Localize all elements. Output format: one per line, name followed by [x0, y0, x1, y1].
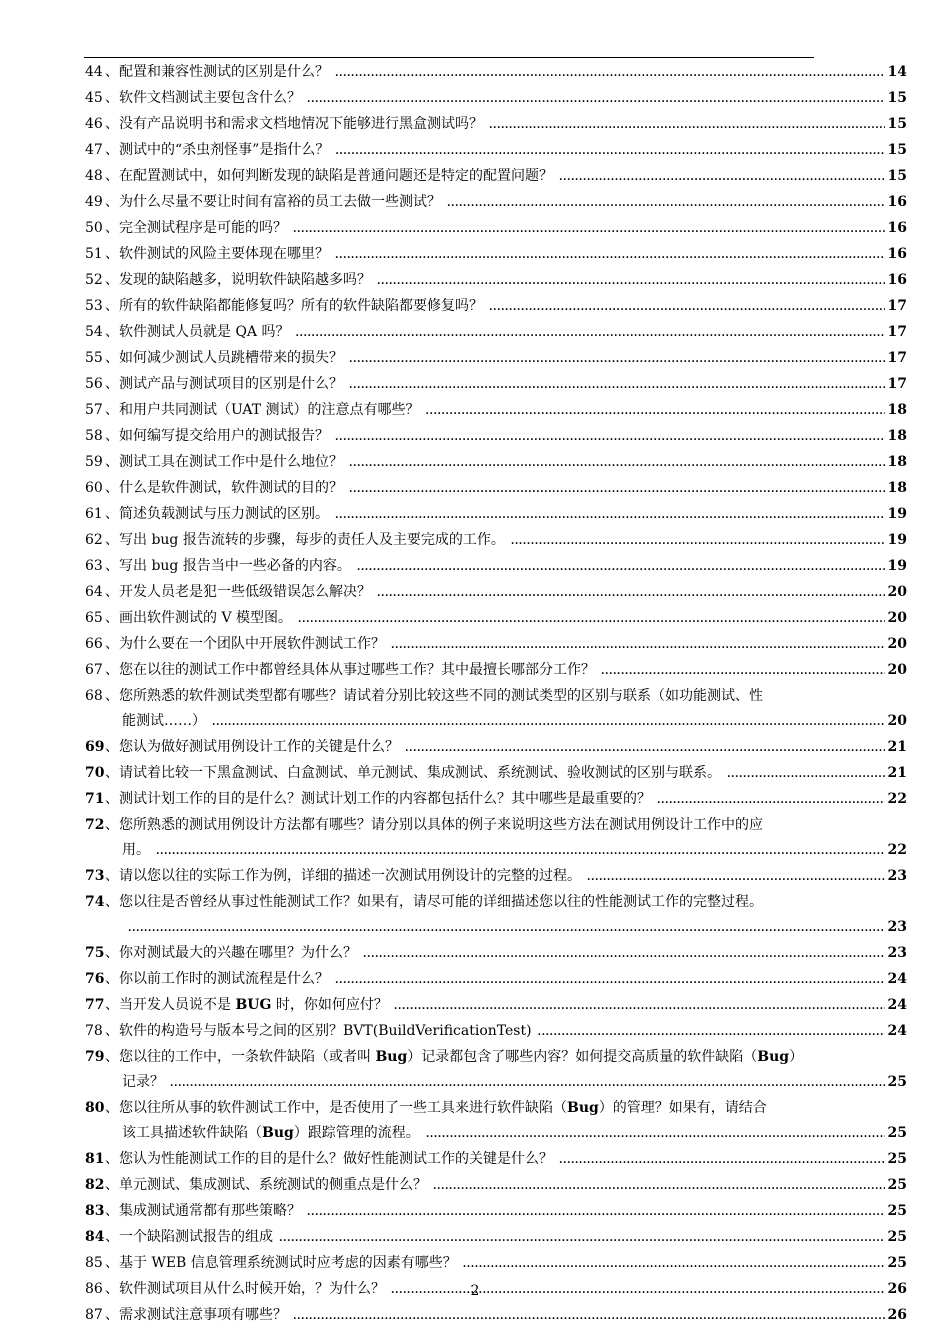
toc-entry[interactable] — [85, 967, 907, 993]
toc-entry-number: 48 — [85, 168, 103, 184]
toc-entry[interactable] — [85, 632, 907, 658]
toc-entry-title: 、发现的缺陷越多，说明软件缺陷越多吗？ — [105, 272, 371, 288]
toc-entry-page: 23 — [887, 945, 907, 961]
toc-entry-number: 49 — [85, 194, 103, 210]
dot-leader — [447, 191, 885, 216]
toc-entry-number: 46 — [85, 116, 103, 132]
toc-entry-title: 、您认为做好测试用例设计工作的关键是什么？ — [105, 739, 399, 755]
toc-entry-title: 、如何减少测试人员跳槽带来的损失？ — [105, 350, 343, 366]
toc-entry-title: 、什么是软件测试，软件测试的目的？ — [105, 480, 343, 496]
dot-leader — [426, 1122, 885, 1147]
toc-entry-page: 15 — [887, 90, 907, 106]
toc-entry-title: 、基于 WEB 信息管理系统测试时应考虑的因素有哪些？ — [105, 1255, 457, 1271]
dot-leader — [307, 1200, 885, 1225]
toc-entry-page: 25 — [887, 1255, 907, 1271]
toc-entry-page: 17 — [887, 350, 907, 366]
toc-entry-number: 53 — [85, 298, 103, 314]
toc-entry-page: 26 — [887, 1281, 907, 1297]
toc-entry-number: 59 — [85, 454, 103, 470]
toc-entry-title: 、一个缺陷测试报告的组成 — [105, 1229, 273, 1245]
dot-leader — [463, 1252, 885, 1277]
toc-entry-title: 、简述负载测试与压力测试的区别。 — [105, 506, 329, 522]
toc-entry-number: 82 — [85, 1177, 105, 1193]
toc-entry-title: 、如何编写提交给用户的测试报告？ — [105, 428, 329, 444]
toc-entry-title: 、没有产品说明书和需求文档地情况下能够进行黑盒测试吗？ — [105, 116, 483, 132]
toc-entry[interactable] — [85, 684, 907, 735]
dot-leader — [391, 633, 885, 658]
toc-entry-page: 20 — [887, 636, 907, 652]
toc-entry[interactable] — [85, 890, 907, 941]
dot-leader — [293, 217, 885, 242]
toc-entry-page: 25 — [887, 1229, 907, 1245]
toc-entry-page: 25 — [887, 1177, 907, 1193]
toc-entry-title: 、您认为性能测试工作的目的是什么？做好性能测试工作的关键是什么？ — [105, 1151, 553, 1167]
toc-entry[interactable] — [85, 476, 907, 502]
toc-entry-title: 、您以往的工作中，一条软件缺陷（或者叫 Bug）记录都包含了哪些内容？如何提交高质量的软件缺陷（Bug） — [105, 1049, 804, 1065]
dot-leader — [279, 1226, 885, 1251]
toc-entry-title: 、你对测试最大的兴趣在哪里？为什么？ — [105, 945, 357, 961]
toc-entry-page: 25 — [887, 1074, 907, 1090]
toc-entry-number: 69 — [85, 739, 105, 755]
toc-entry-number: 86 — [85, 1281, 103, 1297]
toc-entry-page: 20 — [887, 610, 907, 626]
toc-entry[interactable] — [85, 1303, 907, 1329]
toc-entry-page: 16 — [887, 220, 907, 236]
toc-entry-number: 70 — [85, 765, 105, 781]
dot-leader — [296, 321, 885, 346]
toc-entry-title: 、您以往所从事的软件测试工作中，是否使用了一些工具来进行软件缺陷（Bug）的管理？如果有，请结合 — [105, 1100, 767, 1116]
toc-entry-number: 61 — [85, 506, 103, 522]
toc-entry-number: 54 — [85, 324, 103, 340]
toc-entry-title: 、集成测试通常都有那些策略？ — [105, 1203, 301, 1219]
toc-entry-number: 79 — [85, 1049, 105, 1065]
toc-entry-title: 、测试工具在测试工作中是什么地位？ — [105, 454, 343, 470]
toc-entry[interactable] — [85, 164, 907, 190]
toc-entry[interactable] — [85, 813, 907, 864]
toc-entry-number: 56 — [85, 376, 103, 392]
toc-entry-number: 63 — [85, 558, 103, 574]
toc-entry-number: 75 — [85, 945, 105, 961]
toc-entry-title: 、和用户共同测试（UAT 测试）的注意点有哪些？ — [105, 402, 420, 418]
toc-entry[interactable] — [85, 864, 907, 890]
toc-entry-page: 22 — [887, 842, 907, 858]
toc-entry[interactable] — [85, 138, 907, 164]
toc-entry[interactable] — [85, 86, 907, 112]
toc-entry-number: 74 — [85, 894, 105, 910]
toc-entry[interactable] — [85, 190, 907, 216]
toc-entry-page: 16 — [887, 194, 907, 210]
toc-entry[interactable] — [85, 398, 907, 424]
toc-entry-page: 21 — [887, 765, 907, 781]
toc-entry-number: 80 — [85, 1100, 105, 1116]
toc-entry[interactable] — [85, 993, 907, 1019]
toc-entry-number: 64 — [85, 584, 103, 600]
toc-entry-number: 71 — [85, 791, 105, 807]
dot-leader — [538, 1020, 885, 1045]
toc-entry-page: 19 — [887, 558, 907, 574]
toc-entry-number: 44 — [85, 64, 103, 80]
toc-entry-title: 、您在以往的测试工作中都曾经具体从事过哪些工作？其中最擅长哪部分工作？ — [105, 662, 595, 678]
toc-entry-page: 24 — [887, 971, 907, 987]
dot-leader — [357, 555, 885, 580]
dot-leader — [559, 1148, 885, 1173]
dot-leader — [727, 762, 885, 787]
toc-entry[interactable] — [85, 1045, 907, 1096]
toc-entry-page: 20 — [887, 584, 907, 600]
toc-entry-page: 18 — [887, 480, 907, 496]
toc-entry-number: 45 — [85, 90, 103, 106]
toc-entry-number: 77 — [85, 997, 105, 1013]
dot-leader — [212, 710, 885, 735]
table-of-contents — [85, 60, 907, 1329]
toc-entry-number: 57 — [85, 402, 103, 418]
toc-entry-page: 17 — [887, 324, 907, 340]
toc-entry-number: 60 — [85, 480, 103, 496]
toc-entry-number: 51 — [85, 246, 103, 262]
dot-leader — [377, 269, 885, 294]
dot-leader — [349, 347, 885, 372]
toc-entry[interactable] — [85, 216, 907, 242]
toc-entry-page: 24 — [887, 997, 907, 1013]
toc-entry-title: 、为什么尽量不要让时间有富裕的员工去做一些测试？ — [105, 194, 441, 210]
dot-leader — [657, 788, 885, 813]
toc-entry-title: 、测试计划工作的目的是什么？测试计划工作的内容都包括什么？其中哪些是最重要的？ — [105, 791, 651, 807]
toc-entry-page: 17 — [887, 298, 907, 314]
toc-entry[interactable] — [85, 606, 907, 632]
toc-entry[interactable] — [85, 1225, 907, 1251]
toc-entry[interactable] — [85, 268, 907, 294]
toc-entry[interactable] — [85, 1199, 907, 1225]
dot-leader — [335, 139, 884, 164]
toc-entry-title: 、软件测试项目从什么时候开始，？为什么？ — [105, 1281, 385, 1297]
toc-entry-title: 、完全测试程序是可能的吗？ — [105, 220, 287, 236]
toc-entry-number: 81 — [85, 1151, 105, 1167]
dot-leader — [587, 865, 885, 890]
toc-entry-title: 、单元测试、集成测试、系统测试的侧重点是什么？ — [105, 1177, 427, 1193]
dot-leader — [426, 399, 885, 424]
dot-leader — [433, 1174, 885, 1199]
toc-entry-number: 67 — [85, 662, 103, 678]
toc-entry[interactable] — [85, 1251, 907, 1277]
dot-leader — [394, 994, 885, 1019]
dot-leader — [335, 968, 885, 993]
toc-entry[interactable] — [85, 941, 907, 967]
toc-entry[interactable] — [85, 242, 907, 268]
toc-entry-page: 20 — [887, 713, 907, 729]
toc-entry-page: 15 — [887, 168, 907, 184]
toc-entry[interactable] — [85, 580, 907, 606]
toc-entry-page: 18 — [887, 402, 907, 418]
toc-entry[interactable] — [85, 320, 907, 346]
toc-entry-title: 、软件的构造号与版本号之间的区别？BVT(BuildVerificationTest) — [105, 1023, 532, 1039]
toc-entry-title: 、画出软件测试的 V 模型图。 — [105, 610, 293, 626]
toc-entry-number: 83 — [85, 1203, 105, 1219]
toc-entry-number: 55 — [85, 350, 103, 366]
toc-entry[interactable] — [85, 294, 907, 320]
dot-leader — [489, 295, 885, 320]
toc-entry-page: 15 — [887, 142, 907, 158]
header-rule — [84, 57, 814, 58]
toc-entry-number: 65 — [85, 610, 103, 626]
toc-entry-number: 68 — [85, 688, 103, 704]
page-number: 2 — [470, 1283, 480, 1299]
toc-entry-title: 、您所熟悉的测试用例设计方法都有哪些？请分别以具体的例子来说明这些方法在测试用例设计工作中的应 — [105, 817, 763, 833]
toc-entry-title: 、配置和兼容性测试的区别是什么？ — [105, 64, 329, 80]
toc-entry[interactable] — [85, 761, 907, 787]
dot-leader — [335, 61, 885, 86]
dot-leader — [335, 243, 885, 268]
toc-entry[interactable] — [85, 1096, 907, 1147]
toc-entry-title: 、你以前工作时的测试流程是什么？ — [105, 971, 329, 987]
dot-leader — [511, 529, 885, 554]
dot-leader — [170, 1071, 885, 1096]
toc-entry-page: 21 — [887, 739, 907, 755]
toc-entry[interactable] — [85, 1173, 907, 1199]
toc-entry-number: 72 — [85, 817, 105, 833]
toc-entry-page: 15 — [887, 116, 907, 132]
toc-entry-page: 22 — [887, 791, 907, 807]
toc-entry-title-continued: 用。 — [122, 842, 150, 858]
dot-leader — [349, 451, 885, 476]
toc-entry-page: 25 — [887, 1125, 907, 1141]
dot-leader — [377, 581, 885, 606]
dot-leader — [156, 839, 885, 864]
toc-entry-title: 、您以往是否曾经从事过性能测试工作？如果有，请尽可能的详细描述您以往的性能测试工作的完整过程。 — [105, 894, 763, 910]
toc-entry-page: 18 — [887, 454, 907, 470]
toc-entry-number: 87 — [85, 1307, 103, 1323]
toc-entry-number: 73 — [85, 868, 105, 884]
toc-entry-number: 52 — [85, 272, 103, 288]
toc-entry-page: 14 — [887, 64, 907, 80]
dot-leader — [335, 425, 885, 450]
toc-entry-title: 、当开发人员说不是 BUG 时，你如何应付？ — [105, 997, 388, 1013]
toc-entry-page: 23 — [887, 868, 907, 884]
toc-entry-number: 62 — [85, 532, 103, 548]
toc-entry-title: 、测试中的“杀虫剂怪事”是指什么？ — [105, 142, 330, 158]
toc-entry[interactable] — [85, 424, 907, 450]
toc-entry[interactable] — [85, 658, 907, 684]
dot-leader — [349, 373, 885, 398]
dot-leader — [293, 1304, 885, 1329]
toc-entry-title: 、软件测试的风险主要体现在哪里？ — [105, 246, 329, 262]
dot-leader — [559, 165, 885, 190]
toc-entry-title: 、请以您以往的实际工作为例，详细的描述一次测试用例设计的完整的过程。 — [105, 868, 581, 884]
toc-entry-page: 20 — [887, 662, 907, 678]
toc-entry-title: 、写出 bug 报告流转的步骤，每步的责任人及主要完成的工作。 — [105, 532, 505, 548]
toc-entry-title: 、您所熟悉的软件测试类型都有哪些？请试着分别比较这些不同的测试类型的区别与联系（如功能测试、性 — [105, 688, 763, 704]
toc-entry-number: 78 — [85, 1023, 103, 1039]
dot-leader — [349, 477, 885, 502]
toc-entry-title: 、在配置测试中，如何判断发现的缺陷是普通问题还是特定的配置问题？ — [105, 168, 553, 184]
toc-entry-page: 16 — [887, 246, 907, 262]
toc-entry[interactable] — [85, 735, 907, 761]
toc-entry-title: 、所有的软件缺陷都能修复吗？所有的软件缺陷都要修复吗？ — [105, 298, 483, 314]
toc-entry-title-continued: 能测试……） — [122, 713, 206, 729]
toc-entry[interactable] — [85, 112, 907, 138]
toc-entry-page: 23 — [887, 919, 907, 935]
toc-entry-page: 16 — [887, 272, 907, 288]
toc-entry-title: 、写出 bug 报告当中一些必备的内容。 — [105, 558, 351, 574]
toc-entry[interactable] — [85, 528, 907, 554]
toc-entry[interactable] — [85, 554, 907, 580]
toc-entry-title-continued: 该工具描述软件缺陷（Bug）跟踪管理的流程。 — [122, 1125, 420, 1141]
toc-entry-title: 、软件测试人员就是 QA 吗？ — [105, 324, 290, 340]
toc-entry-title: 、软件文档测试主要包含什么？ — [105, 90, 301, 106]
toc-entry[interactable] — [85, 1147, 907, 1173]
toc-entry-number: 66 — [85, 636, 103, 652]
toc-entry[interactable] — [85, 787, 907, 813]
toc-entry-title: 、为什么要在一个团队中开展软件测试工作？ — [105, 636, 385, 652]
toc-entry[interactable] — [85, 450, 907, 476]
toc-entry[interactable] — [85, 1019, 907, 1045]
dot-leader — [335, 503, 885, 528]
toc-entry-page: 24 — [887, 1023, 907, 1039]
toc-entry-page: 26 — [887, 1307, 907, 1323]
toc-entry-title: 、需求测试注意事项有哪些？ — [105, 1307, 287, 1323]
toc-entry[interactable] — [85, 502, 907, 528]
toc-entry-number: 50 — [85, 220, 103, 236]
dot-leader — [405, 736, 885, 761]
toc-entry-page: 19 — [887, 506, 907, 522]
dot-leader — [489, 113, 885, 138]
toc-entry-number: 84 — [85, 1229, 105, 1245]
dot-leader — [601, 659, 885, 684]
toc-entry[interactable] — [85, 346, 907, 372]
toc-entry-number: 85 — [85, 1255, 103, 1271]
toc-entry-title: 、开发人员老是犯一些低级错误怎么解决？ — [105, 584, 371, 600]
toc-entry-title: 、测试产品与测试项目的区别是什么？ — [105, 376, 343, 392]
toc-entry-page: 19 — [887, 532, 907, 548]
toc-entry-title-continued: 记录？ — [122, 1074, 164, 1090]
dot-leader — [128, 916, 885, 941]
toc-entry-page: 25 — [887, 1203, 907, 1219]
dot-leader — [307, 87, 885, 112]
toc-entry-number: 47 — [85, 142, 103, 158]
dot-leader — [363, 942, 885, 967]
toc-entry-page: 18 — [887, 428, 907, 444]
toc-entry-page: 25 — [887, 1151, 907, 1167]
toc-entry[interactable] — [85, 372, 907, 398]
toc-entry-number: 58 — [85, 428, 103, 444]
dot-leader — [298, 607, 885, 632]
toc-entry-title: 、请试着比较一下黑盒测试、白盒测试、单元测试、集成测试、系统测试、验收测试的区别与联系。 — [105, 765, 721, 781]
toc-entry-page: 17 — [887, 376, 907, 392]
toc-entry-number: 76 — [85, 971, 105, 987]
toc-entry[interactable] — [85, 60, 907, 86]
